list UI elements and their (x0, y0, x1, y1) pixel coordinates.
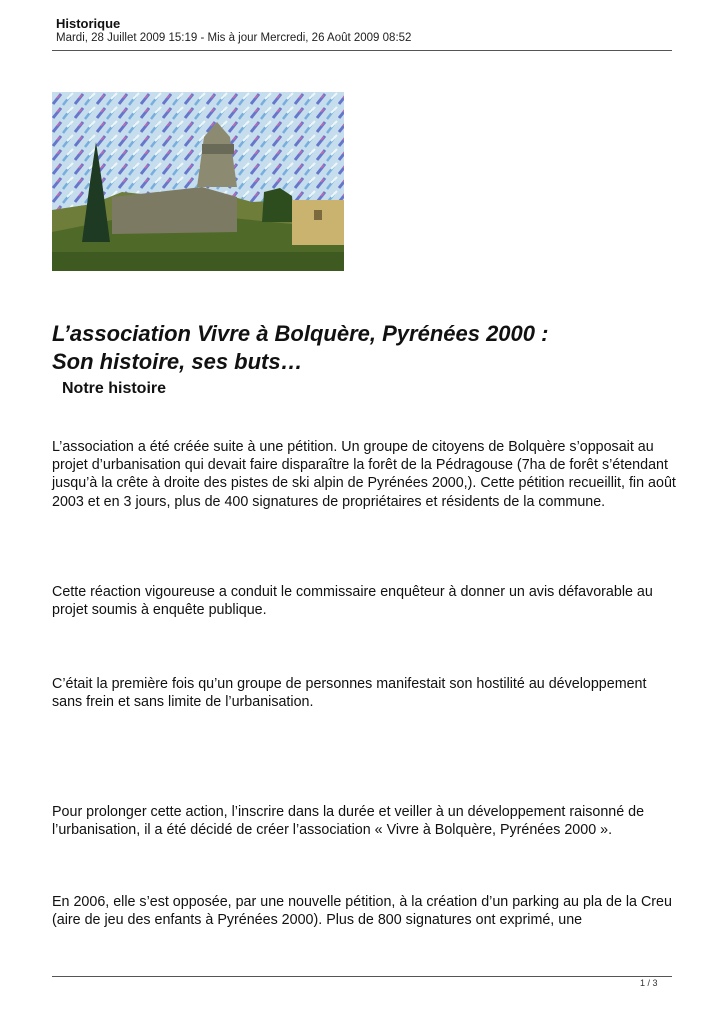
footer-rule (52, 976, 672, 977)
header-dates: Mardi, 28 Juillet 2009 15:19 - Mis à jour Mercredi, 26 Août 2009 08:52 (56, 32, 412, 44)
paragraph: En 2006, elle s’est opposée, par une nouvelle pétition, à la création d’un parking au pla de la Creu (aire de jeu des enfants à Pyrénées 2000). Plus de 800 signatures ont exprimé, une (52, 894, 672, 929)
paragraph: C’était la première fois qu’un groupe de personnes manifestait son hostilité au développement sans frein et sans limite de l’urbanisation. (52, 676, 647, 711)
page-number: 1 / 3 (640, 978, 658, 988)
church-painting-image (52, 92, 344, 271)
paragraph: Cette réaction vigoureuse a conduit le commissaire enquêteur à donner un avis défavorable au projet soumis à enquête publique. (52, 584, 653, 619)
article-title-line-2: Son histoire, ses buts… (52, 349, 303, 374)
paragraph: Pour prolonger cette action, l’inscrire dans la durée et veiller à un développement raisonné de l’urbanisation, il a été décidé de créer l’association « Vivre à Bolquère, Pyrénées 2000 ». (52, 804, 645, 839)
header-title: Historique (56, 16, 121, 31)
section-subtitle: Notre histoire (62, 380, 167, 397)
article-title (52, 320, 548, 376)
paragraph: L’association a été créée suite à une pétition. Un groupe de citoyens de Bolquère s’opposait au projet d’urbanisation qui devait faire disparaître la forêt de la Pédragouse (7ha de forêt s’étendant jusqu’à la crête à droite des pistes de ski alpin de Pyrénées 2000,). Cette pétition recueillit, fin août 2003 et en 3 jours, plus de 400 signatures de propriétaires et résidents de la commune. (52, 439, 676, 510)
header-rule (52, 50, 672, 51)
article-title-line-1: L’association Vivre à Bolquère, Pyrénées 2000 : (52, 321, 549, 346)
